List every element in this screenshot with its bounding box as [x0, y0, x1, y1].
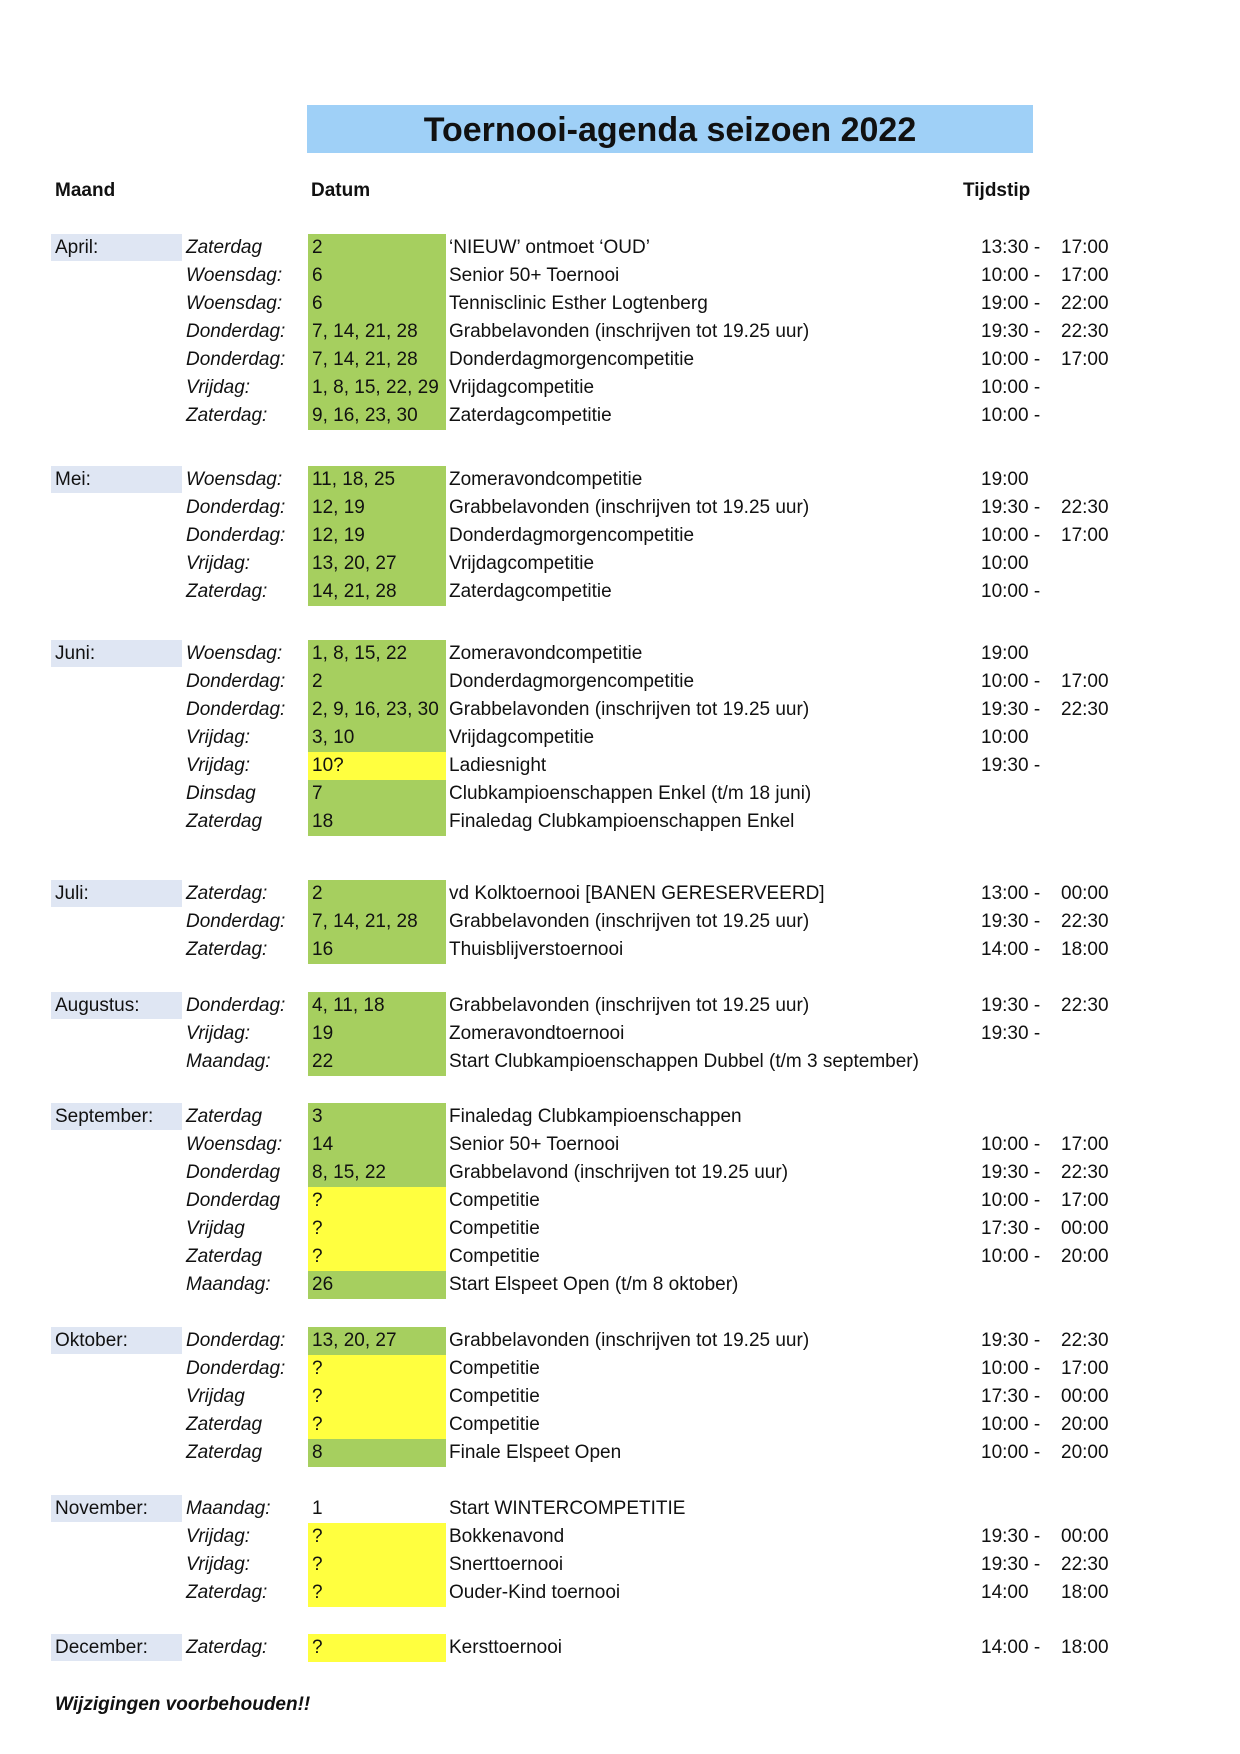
row-day: Vrijdag:	[186, 1023, 251, 1044]
row-date: 9, 16, 23, 30	[308, 402, 446, 430]
row-start-time: 19:30 -	[981, 321, 1041, 342]
row-date: 14, 21, 28	[308, 578, 446, 606]
table-row	[0, 1048, 1240, 1076]
row-date: ?	[308, 1411, 446, 1439]
row-end-time: 22:00	[1061, 293, 1109, 314]
row-start-time: 14:00 -	[981, 1637, 1041, 1658]
row-end-time: 22:30	[1061, 497, 1109, 518]
table-row	[0, 752, 1240, 780]
table-row	[0, 724, 1240, 752]
row-day: Zaterdag:	[186, 939, 268, 960]
row-end-time: 18:00	[1061, 1637, 1109, 1658]
row-date: 18	[308, 808, 446, 836]
row-event: Snerttoernooi	[449, 1554, 564, 1575]
table-row	[0, 1439, 1240, 1467]
row-event: Ladiesnight	[449, 755, 547, 776]
row-end-time: 00:00	[1061, 883, 1109, 904]
row-event: Senior 50+ Toernooi	[449, 265, 620, 286]
row-event: Senior 50+ Toernooi	[449, 1134, 620, 1155]
row-date: ?	[308, 1579, 446, 1607]
row-end-time: 22:30	[1061, 995, 1109, 1016]
row-day: Woensdag:	[186, 1134, 283, 1155]
row-start-time: 17:30 -	[981, 1218, 1041, 1239]
row-day: Donderdag:	[186, 321, 286, 342]
row-day: Maandag:	[186, 1274, 271, 1295]
row-date: ?	[308, 1383, 446, 1411]
row-date: 6	[308, 290, 446, 318]
row-day: Vrijdag:	[186, 727, 251, 748]
row-event: vd Kolktoernooi [BANEN GERESERVEERD]	[449, 883, 825, 904]
month-label: September:	[55, 1106, 154, 1127]
row-start-time: 10:00 -	[981, 671, 1041, 692]
table-row	[0, 1159, 1240, 1187]
row-day: Zaterdag:	[186, 405, 268, 426]
page-title: Toernooi-agenda seizoen 2022	[307, 105, 1033, 153]
row-end-time: 22:30	[1061, 1554, 1109, 1575]
row-start-time: 14:00	[981, 1582, 1029, 1603]
row-event: Grabbelavonden (inschrijven tot 19.25 uur)	[449, 321, 810, 342]
row-day: Zaterdag:	[186, 1582, 268, 1603]
row-start-time: 19:30 -	[981, 911, 1041, 932]
month-label: December:	[55, 1637, 148, 1658]
row-event: Competitie	[449, 1358, 540, 1379]
row-end-time: 17:00	[1061, 237, 1109, 258]
row-date: 13, 20, 27	[308, 1327, 446, 1355]
table-row	[0, 1355, 1240, 1383]
row-event: Finale Elspeet Open	[449, 1442, 622, 1463]
table-row	[0, 1551, 1240, 1579]
row-event: Clubkampioenschappen Enkel (t/m 18 juni)	[449, 783, 812, 804]
month-label: November:	[55, 1498, 148, 1519]
table-row	[0, 234, 1240, 262]
month-label: Mei:	[55, 469, 91, 490]
row-end-time: 17:00	[1061, 349, 1109, 370]
row-end-time: 22:30	[1061, 911, 1109, 932]
table-row	[0, 550, 1240, 578]
row-day: Donderdag:	[186, 497, 286, 518]
row-end-time: 22:30	[1061, 321, 1109, 342]
row-day: Woensdag:	[186, 265, 283, 286]
table-row	[0, 1634, 1240, 1662]
row-start-time: 10:00 -	[981, 265, 1041, 286]
row-day: Zaterdag:	[186, 1637, 268, 1658]
row-start-time: 19:30 -	[981, 497, 1041, 518]
row-end-time: 20:00	[1061, 1414, 1109, 1435]
table-row	[0, 640, 1240, 668]
month-label: Juli:	[55, 883, 89, 904]
row-start-time: 10:00 -	[981, 1190, 1041, 1211]
row-date: 6	[308, 262, 446, 290]
row-date: 12, 19	[308, 522, 446, 550]
row-day: Zaterdag	[186, 811, 263, 832]
row-date: 7, 14, 21, 28	[308, 908, 446, 936]
table-row	[0, 908, 1240, 936]
row-day: Woensdag:	[186, 469, 283, 490]
row-event: Kersttoernooi	[449, 1637, 563, 1658]
table-row	[0, 318, 1240, 346]
row-end-time: 22:30	[1061, 1330, 1109, 1351]
row-day: Vrijdag:	[186, 1526, 251, 1547]
row-start-time: 10:00 -	[981, 525, 1041, 546]
row-date: 7, 14, 21, 28	[308, 318, 446, 346]
row-day: Zaterdag:	[186, 581, 268, 602]
row-day: Vrijdag:	[186, 1554, 251, 1575]
month-label: Juni:	[55, 643, 96, 664]
row-date: ?	[308, 1187, 446, 1215]
row-date: 22	[308, 1048, 446, 1076]
row-start-time: 19:30 -	[981, 755, 1041, 776]
table-row	[0, 808, 1240, 836]
row-event: Start Elspeet Open (t/m 8 oktober)	[449, 1274, 739, 1295]
row-date: 16	[308, 936, 446, 964]
table-row	[0, 1243, 1240, 1271]
row-day: Donderdag	[186, 1190, 281, 1211]
row-day: Donderdag:	[186, 699, 286, 720]
row-day: Vrijdag:	[186, 553, 251, 574]
row-event: Vrijdagcompetitie	[449, 377, 595, 398]
row-event: Finaledag Clubkampioenschappen	[449, 1106, 742, 1127]
row-date: 8, 15, 22	[308, 1159, 446, 1187]
row-date: 4, 11, 18	[308, 992, 446, 1020]
row-event: Competitie	[449, 1414, 540, 1435]
row-date: ?	[308, 1243, 446, 1271]
row-day: Woensdag:	[186, 293, 283, 314]
row-event: Vrijdagcompetitie	[449, 553, 595, 574]
row-start-time: 19:00 -	[981, 293, 1041, 314]
row-start-time: 10:00	[981, 727, 1029, 748]
row-end-time: 00:00	[1061, 1386, 1109, 1407]
row-day: Donderdag:	[186, 525, 286, 546]
row-date: 3, 10	[308, 724, 446, 752]
row-date: 8	[308, 1439, 446, 1467]
row-event: ‘NIEUW’ ontmoet ‘OUD’	[449, 237, 650, 258]
row-date: ?	[308, 1355, 446, 1383]
row-start-time: 19:00	[981, 643, 1029, 664]
row-start-time: 10:00 -	[981, 1134, 1041, 1155]
row-start-time: 17:30 -	[981, 1386, 1041, 1407]
row-event: Grabbelavonden (inschrijven tot 19.25 uur)	[449, 699, 810, 720]
row-event: Donderdagmorgencompetitie	[449, 349, 695, 370]
row-event: Competitie	[449, 1218, 540, 1239]
row-end-time: 18:00	[1061, 939, 1109, 960]
header-date: Datum	[311, 180, 371, 201]
row-day: Donderdag:	[186, 1358, 286, 1379]
row-date: ?	[308, 1634, 446, 1662]
table-row	[0, 522, 1240, 550]
row-date: 3	[308, 1103, 446, 1131]
row-start-time: 10:00	[981, 553, 1029, 574]
table-row	[0, 1103, 1240, 1131]
table-row	[0, 1131, 1240, 1159]
row-end-time: 17:00	[1061, 1134, 1109, 1155]
row-event: Grabbelavond (inschrijven tot 19.25 uur)	[449, 1162, 789, 1183]
month-label: April:	[55, 237, 99, 258]
row-end-time: 00:00	[1061, 1218, 1109, 1239]
table-row	[0, 1271, 1240, 1299]
row-day: Donderdag:	[186, 671, 286, 692]
table-row	[0, 466, 1240, 494]
row-date: 1	[312, 1498, 323, 1519]
table-row	[0, 1327, 1240, 1355]
row-date: 26	[308, 1271, 446, 1299]
header-time: Tijdstip	[963, 180, 1031, 201]
row-date: ?	[308, 1551, 446, 1579]
table-row	[0, 668, 1240, 696]
row-event: Vrijdagcompetitie	[449, 727, 595, 748]
row-day: Zaterdag	[186, 1106, 263, 1127]
row-event: Start WINTERCOMPETITIE	[449, 1498, 686, 1519]
row-end-time: 20:00	[1061, 1442, 1109, 1463]
table-row	[0, 402, 1240, 430]
table-row	[0, 1383, 1240, 1411]
footer-note: Wijzigingen voorbehouden!!	[55, 1694, 311, 1715]
row-start-time: 10:00 -	[981, 405, 1041, 426]
row-event: Tennisclinic Esther Logtenberg	[449, 293, 708, 314]
row-day: Donderdag:	[186, 1330, 286, 1351]
row-date: 2, 9, 16, 23, 30	[308, 696, 446, 724]
row-day: Vrijdag	[186, 1218, 245, 1239]
row-end-time: 22:30	[1061, 699, 1109, 720]
row-start-time: 10:00 -	[981, 349, 1041, 370]
table-row	[0, 992, 1240, 1020]
row-date: 19	[308, 1020, 446, 1048]
row-date: ?	[308, 1215, 446, 1243]
table-row	[0, 374, 1240, 402]
header-month: Maand	[55, 180, 116, 201]
row-day: Donderdag:	[186, 349, 286, 370]
row-day: Maandag:	[186, 1051, 271, 1072]
table-row	[0, 696, 1240, 724]
row-day: Vrijdag	[186, 1386, 245, 1407]
row-date: 7, 14, 21, 28	[308, 346, 446, 374]
row-event: Thuisblijverstoernooi	[449, 939, 624, 960]
row-event: Competitie	[449, 1190, 540, 1211]
row-date: 2	[308, 668, 446, 696]
row-day: Maandag:	[186, 1498, 271, 1519]
row-day: Zaterdag	[186, 1246, 263, 1267]
row-date: 1, 8, 15, 22, 29	[308, 374, 446, 402]
table-row	[0, 494, 1240, 522]
table-row	[0, 290, 1240, 318]
table-row	[0, 1579, 1240, 1607]
row-event: Zomeravondcompetitie	[449, 643, 643, 664]
row-date: 13, 20, 27	[308, 550, 446, 578]
row-event: Competitie	[449, 1246, 540, 1267]
row-day: Dinsdag	[186, 783, 256, 804]
row-start-time: 10:00 -	[981, 377, 1041, 398]
row-event: Grabbelavonden (inschrijven tot 19.25 uur)	[449, 497, 810, 518]
row-event: Bokkenavond	[449, 1526, 565, 1547]
row-day: Donderdag:	[186, 995, 286, 1016]
row-start-time: 19:30 -	[981, 995, 1041, 1016]
month-label: Augustus:	[55, 995, 140, 1016]
row-event: Ouder-Kind toernooi	[449, 1582, 621, 1603]
row-start-time: 13:00 -	[981, 883, 1041, 904]
row-start-time: 19:30 -	[981, 1330, 1041, 1351]
row-date: 2	[308, 234, 446, 262]
table-row	[0, 1411, 1240, 1439]
row-start-time: 10:00 -	[981, 1414, 1041, 1435]
row-start-time: 19:00	[981, 469, 1029, 490]
table-row	[0, 346, 1240, 374]
row-end-time: 17:00	[1061, 671, 1109, 692]
row-start-time: 19:30 -	[981, 1526, 1041, 1547]
row-event: Grabbelavonden (inschrijven tot 19.25 uur)	[449, 1330, 810, 1351]
row-event: Grabbelavonden (inschrijven tot 19.25 uur)	[449, 995, 810, 1016]
row-end-time: 22:30	[1061, 1162, 1109, 1183]
row-start-time: 10:00 -	[981, 581, 1041, 602]
row-day: Woensdag:	[186, 643, 283, 664]
row-end-time: 17:00	[1061, 1190, 1109, 1211]
table-row	[0, 1215, 1240, 1243]
row-day: Donderdag	[186, 1162, 281, 1183]
table-row	[0, 578, 1240, 606]
row-day: Zaterdag	[186, 1414, 263, 1435]
row-date: 12, 19	[308, 494, 446, 522]
row-start-time: 10:00 -	[981, 1358, 1041, 1379]
table-row	[0, 1020, 1240, 1048]
row-date: ?	[308, 1523, 446, 1551]
row-event: Zomeravondcompetitie	[449, 469, 643, 490]
row-event: Finaledag Clubkampioenschappen Enkel	[449, 811, 795, 832]
row-day: Zaterdag	[186, 1442, 263, 1463]
row-start-time: 10:00 -	[981, 1442, 1041, 1463]
row-date: 10?	[308, 752, 446, 780]
row-event: Grabbelavonden (inschrijven tot 19.25 uur)	[449, 911, 810, 932]
row-event: Competitie	[449, 1386, 540, 1407]
row-event: Zomeravondtoernooi	[449, 1023, 625, 1044]
row-day: Zaterdag	[186, 237, 263, 258]
row-day: Vrijdag:	[186, 377, 251, 398]
table-row	[0, 1187, 1240, 1215]
row-date: 14	[308, 1131, 446, 1159]
row-day: Vrijdag:	[186, 755, 251, 776]
table-row	[0, 936, 1240, 964]
row-end-time: 18:00	[1061, 1582, 1109, 1603]
row-day: Zaterdag:	[186, 883, 268, 904]
row-day: Donderdag:	[186, 911, 286, 932]
row-start-time: 19:30 -	[981, 1162, 1041, 1183]
row-start-time: 19:30 -	[981, 1023, 1041, 1044]
row-start-time: 10:00 -	[981, 1246, 1041, 1267]
table-row	[0, 880, 1240, 908]
row-event: Start Clubkampioenschappen Dubbel (t/m 3 september)	[449, 1051, 919, 1072]
table-row	[0, 1495, 1240, 1523]
row-date: 1, 8, 15, 22	[308, 640, 446, 668]
row-end-time: 20:00	[1061, 1246, 1109, 1267]
row-start-time: 19:30 -	[981, 699, 1041, 720]
row-event: Donderdagmorgencompetitie	[449, 525, 695, 546]
row-start-time: 19:30 -	[981, 1554, 1041, 1575]
row-event: Donderdagmorgencompetitie	[449, 671, 695, 692]
row-event: Zaterdagcompetitie	[449, 581, 612, 602]
row-end-time: 17:00	[1061, 1358, 1109, 1379]
month-label: Oktober:	[55, 1330, 128, 1351]
row-date: 2	[308, 880, 446, 908]
row-start-time: 13:30 -	[981, 237, 1041, 258]
table-row	[0, 262, 1240, 290]
row-date: 7	[308, 780, 446, 808]
row-start-time: 14:00 -	[981, 939, 1041, 960]
table-row	[0, 780, 1240, 808]
table-row	[0, 1523, 1240, 1551]
row-event: Zaterdagcompetitie	[449, 405, 612, 426]
row-end-time: 17:00	[1061, 265, 1109, 286]
row-end-time: 00:00	[1061, 1526, 1109, 1547]
row-date: 11, 18, 25	[308, 466, 446, 494]
row-end-time: 17:00	[1061, 525, 1109, 546]
